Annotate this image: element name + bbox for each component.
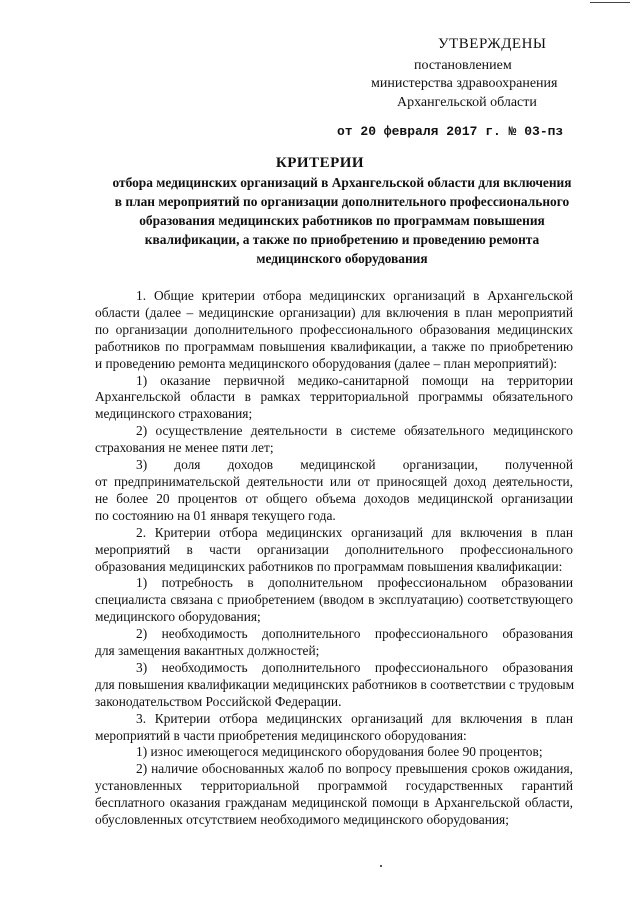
body-line: мероприятий в части организации дополнительного профессионального [95,541,573,557]
body-line: Архангельской области в рамках территориальной программы обязательного [95,389,573,405]
body-line: медицинского оборудования; [95,609,261,625]
approval-title: УТВЕРЖДЕНЫ [438,36,547,52]
body-line: 1) потребность в дополнительном профессиональном образовании [136,575,573,591]
subtitle-line: образования медицинских работников по программам повышения [139,213,545,228]
body-line: 1) оказание первичной медико-санитарной помощи на территории [136,372,573,388]
body-line: для замещения вакантных должностей; [95,643,320,659]
document-body [95,288,573,829]
body-line: медицинского страхования; [95,406,253,422]
subtitle-line: в план мероприятий по организации дополнительного профессионального [114,194,570,209]
body-line: 3) необходимость дополнительного профессионального образования [136,659,573,675]
body-line: законодательством Российской Федерации. [95,693,342,709]
body-line: 1. Общие критерии отбора медицинских организаций в Архангельской [136,288,573,303]
subtitle-line: медицинского оборудования [256,251,428,266]
body-line: 2. Критерии отбора медицинских организаций для включения в план [136,524,573,540]
body-line: не более 20 процентов от общего объема доходов медицинской организации [95,490,573,506]
subtitle-line: отбора медицинских организаций в Архангельской области для включения [112,175,572,190]
scan-corner-mark [590,2,630,3]
approval-line-ministry: министерства здравоохранения [371,76,558,91]
body-line: установленных территориальной программой государственных гарантий [95,778,573,794]
body-line: 2) наличие обоснованных жалоб по вопросу превышения сроков ожидания, [136,761,573,777]
body-line: образования медицинских работников по программам повышения квалификации: [95,558,563,574]
body-line: обусловленных отсутствием необходимого медицинского оборудования; [95,812,509,828]
body-line: бесплатного оказания гражданам медицинской помощи в Архангельской области, [95,795,573,811]
body-line: по состоянию на 01 января текущего года. [95,507,336,523]
body-line: области (далее – медицинские организации) для включения в план мероприятий [95,304,573,320]
body-line: и проведению ремонта медицинского оборудования (далее – план мероприятий): [95,355,558,371]
approval-line-region: Архангельской области [397,95,537,110]
document-subtitle [100,173,584,268]
body-line: по организации дополнительного профессионального образования медицинских [95,321,573,337]
body-line: мероприятий в части приобретения медицинского оборудования: [95,727,467,743]
subtitle-line: квалификации, а также по приобретению и проведению ремонта [144,232,540,247]
body-line: 3. Критерии отбора медицинских организаций для включения в план [136,710,573,726]
body-line: 3) доля доходов медицинской организации, полученной [136,457,573,473]
body-line: от предпринимательской деятельности или от приносящей доход деятельности, [95,473,573,489]
document-title: КРИТЕРИИ [275,155,365,171]
body-line: специалиста связана с приобретением (вводом в эксплуатацию) соответствующего [95,592,573,608]
approval-line-decree: постановлением [414,58,512,73]
body-line: 1) износ имеющегося медицинского оборудования более 90 процентов; [136,744,543,760]
body-line: 2) осуществление деятельности в системе обязательного медицинского [136,423,573,439]
body-line: работников по программам повышения квалификации, а также по приобретению [95,338,573,354]
approval-date: от 20 февраля 2017 г. № 03-пз [337,124,564,139]
body-line: 2) необходимость дополнительного профессионального образования [136,626,573,642]
scan-dot [380,865,382,867]
body-line: для повышения квалификации медицинских работников в соответствии с трудовым [95,676,575,692]
body-line: страхования не менее пяти лет; [95,440,274,456]
